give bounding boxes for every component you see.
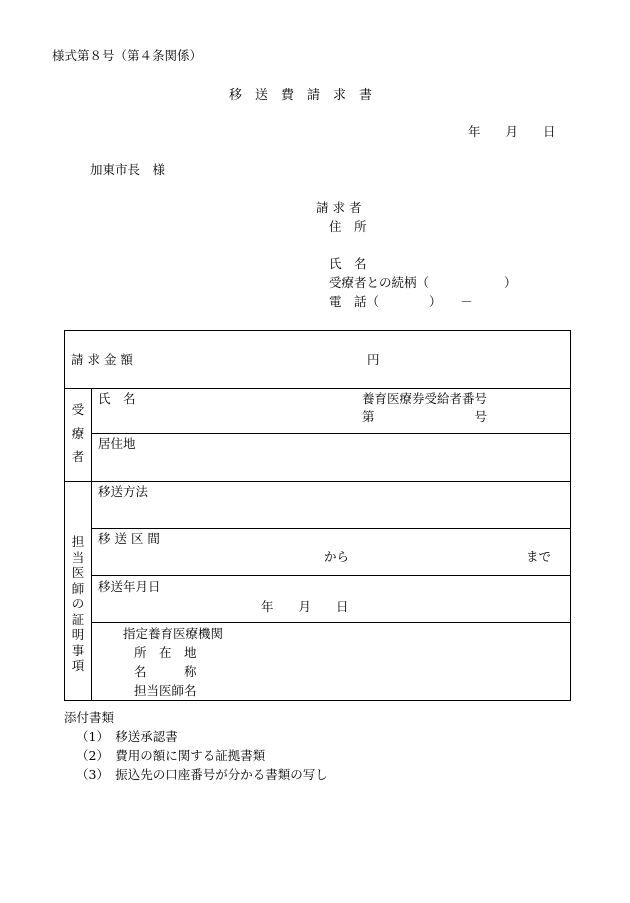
section-to-label: まで — [526, 549, 552, 564]
transport-date-label: 移送年月日 — [98, 579, 161, 594]
amount-unit: 円 — [367, 352, 380, 367]
form-number: 様式第８号（第４条関係） — [52, 48, 203, 63]
attachments-heading: 添付書類 — [64, 710, 115, 725]
claim-form-table — [64, 330, 571, 701]
row-divider — [65, 388, 570, 389]
cert-number-label: 養育医療券受給者番号 — [362, 391, 488, 406]
recipient-name-label: 氏 名 — [98, 391, 136, 406]
transport-method-label: 移送方法 — [98, 484, 149, 499]
recipient-group-label: 受 療 者 — [71, 402, 85, 464]
row-divider — [91, 528, 570, 529]
claimant-address-label: 住 所 — [329, 219, 367, 234]
doctor-certification-group-label: 担 当 医 師 の 証 明 事 項 — [71, 534, 85, 673]
section-from-label: から — [324, 549, 350, 564]
institution-location-label: 所 在 地 — [134, 645, 197, 660]
row-divider — [91, 575, 570, 576]
attending-doctor-label: 担当医師名 — [134, 683, 197, 698]
addressee: 加東市長 様 — [90, 162, 166, 177]
transport-section-label: 移 送 区 間 — [98, 531, 160, 546]
transport-date-format: 年 月 日 — [261, 599, 349, 614]
cert-number-format: 第 号 — [362, 409, 488, 424]
claimant-heading: 請 求 者 — [316, 200, 362, 215]
institution-name-label: 名 称 — [134, 664, 197, 679]
attachment-item: （3） 振込先の口座番号が分かる書類の写し — [76, 767, 328, 782]
attachment-item: （1） 移送承認書 — [76, 729, 178, 744]
claimant-relation-label: 受療者との続柄（ ） — [329, 275, 517, 290]
attachment-item: （2） 費用の額に関する証拠書類 — [76, 748, 266, 763]
institution-label: 指定養育医療機関 — [123, 626, 224, 641]
row-divider — [91, 622, 570, 623]
page-title: 移 送 費 請 求 書 — [229, 88, 373, 103]
claimant-phone-label: 電 話（ ） － — [329, 294, 473, 309]
date-line: 年 月 日 — [468, 124, 556, 139]
amount-label: 請 求 金 額 — [71, 352, 133, 367]
row-divider — [65, 481, 570, 482]
group-column-divider — [91, 388, 92, 700]
residence-label: 居住地 — [98, 436, 136, 451]
claimant-name-label: 氏 名 — [329, 256, 367, 271]
row-divider — [91, 433, 570, 434]
